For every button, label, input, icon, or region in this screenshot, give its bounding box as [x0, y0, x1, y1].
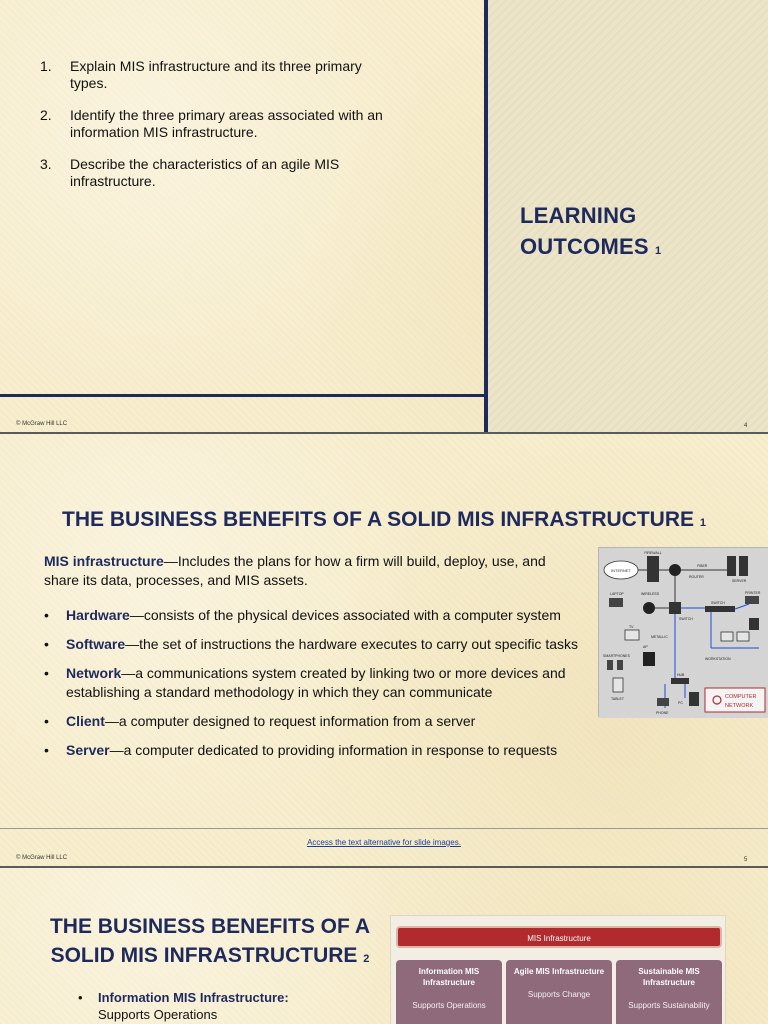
- diagram-box-information: [396, 960, 502, 1024]
- item-text: —the set of instructions the hardware executes to carry out specific tasks: [125, 636, 578, 652]
- diagram-box-agile: [506, 960, 612, 1024]
- hub-icon: [671, 678, 689, 684]
- server-icon: [727, 556, 736, 576]
- mis-infrastructure-diagram: [390, 915, 726, 1024]
- workstation-icon: [749, 618, 759, 630]
- text-alternative-link[interactable]: Access the text alternative for slide images.: [307, 838, 461, 847]
- footer-divider: [0, 828, 768, 829]
- box-title: Sustainable MIS Infrastructure: [638, 967, 700, 987]
- ap-label: AP: [643, 645, 648, 649]
- phone-icon: [657, 698, 669, 706]
- page-number: 4: [744, 423, 748, 429]
- title-subscript: 1: [655, 245, 662, 257]
- slide-business-benefits-2: [0, 868, 768, 1024]
- fiber-label: FIBER: [697, 564, 708, 568]
- switch-label: SWITCH: [711, 601, 725, 605]
- horizontal-divider: [0, 394, 486, 397]
- definition-paragraph: [44, 552, 584, 590]
- laptop-icon: [609, 598, 623, 607]
- outcome-text: Explain MIS infrastructure and its three primary types.: [70, 58, 362, 91]
- printer-label: PRINTER: [745, 591, 761, 595]
- laptop-label: LAPTOP: [610, 592, 624, 596]
- outcome-item: [40, 156, 390, 190]
- bullet-icon: •: [78, 990, 83, 1005]
- bullet-icon: •: [44, 665, 49, 681]
- smartphone-icon: [607, 660, 613, 670]
- item-term: Network: [66, 665, 122, 681]
- outcome-item: [40, 58, 390, 92]
- workstation-label: WORKSTATION: [705, 657, 731, 661]
- list-item: [44, 741, 604, 760]
- item-text: —a communications system created by linking two or more devices and establishing a standard methodology in which they can communicate: [66, 665, 566, 700]
- slide-business-benefits-1: [0, 434, 768, 866]
- wireless-label: WIRELESS: [641, 592, 660, 596]
- title-line-text: OUTCOMES: [520, 234, 649, 259]
- item-text: —a computer designed to request information from a server: [104, 713, 476, 729]
- title-line: [40, 941, 380, 974]
- title-text: THE BUSINESS BENEFITS OF A SOLID MIS INFRASTRUCTURE: [62, 508, 694, 531]
- tablet-icon: [613, 678, 623, 692]
- outcome-text: Identify the three primary areas associated with an information MIS infrastructure.: [70, 107, 383, 140]
- firewall-icon: [647, 556, 659, 582]
- copyright-footer: © McGraw Hill LLC: [16, 421, 68, 427]
- bullet-icon: •: [44, 636, 49, 652]
- workstation-icon: [737, 632, 749, 641]
- item-text: —consists of the physical devices associated with a computer system: [129, 607, 561, 623]
- slide-learning-outcomes: [0, 0, 768, 432]
- legend-label: COMPUTER: [725, 694, 757, 700]
- computer-network-diagram: [598, 547, 768, 717]
- item-term: Client: [66, 713, 105, 729]
- title-line: THE BUSINESS BENEFITS OF A: [49, 915, 371, 938]
- bullet-icon: •: [44, 713, 49, 729]
- definition-text: —Includes the plans for how a firm will build, deploy, use, and share its data, processes, and MIS assets.: [44, 553, 546, 588]
- copyright-footer: © McGraw Hill LLC: [16, 855, 68, 861]
- outcome-number: 2.: [40, 107, 52, 123]
- page-number: 5: [744, 857, 748, 863]
- hub-label: HUB: [677, 673, 685, 677]
- list-item: [44, 635, 604, 654]
- smartphones-label: SMARTPHONES: [603, 654, 630, 658]
- title-line-text: SOLID MIS INFRASTRUCTURE: [50, 944, 358, 967]
- wireless-router-icon: [643, 602, 655, 614]
- phone-label: PHONE: [656, 711, 669, 715]
- server-icon: [739, 556, 748, 576]
- diagram-box-sustainable: [616, 960, 722, 1024]
- pc-icon: [689, 692, 699, 706]
- tablet-label: TABLET: [611, 697, 624, 701]
- item-text: Supports Operations: [98, 1007, 218, 1022]
- title-line: LEARNING: [520, 203, 637, 228]
- pc-label: PC: [678, 701, 683, 705]
- outcome-item: [40, 107, 390, 141]
- definition-term: MIS infrastructure: [44, 553, 164, 569]
- bullet-icon: •: [44, 742, 49, 758]
- internet-label: INTERNET: [611, 568, 631, 573]
- diagram-header: MIS Infrastructure: [396, 926, 722, 948]
- slide-title: [520, 200, 661, 267]
- vertical-divider: [484, 0, 488, 432]
- slide-title: [0, 508, 768, 532]
- list-item: [44, 606, 604, 625]
- box-title: Information MIS Infrastructure: [418, 967, 480, 987]
- list-item: [44, 664, 604, 702]
- switch-label: SWITCH: [679, 617, 693, 621]
- outcome-number: 1.: [40, 58, 52, 74]
- outcome-text: Describe the characteristics of an agile MIS infrastructure.: [70, 156, 340, 189]
- box-desc: Supports Change: [527, 990, 591, 999]
- title-subscript: 2: [363, 953, 370, 965]
- item-term: Server: [66, 742, 110, 758]
- server-label: SERVER: [732, 579, 747, 583]
- tv-label: TV: [629, 625, 634, 629]
- box-desc: Supports Sustainability: [628, 1001, 710, 1010]
- component-list: [44, 606, 604, 770]
- router-icon: [669, 564, 681, 576]
- infrastructure-list: [78, 990, 378, 1022]
- router-label: ROUTER: [689, 575, 704, 579]
- switch-icon: [669, 602, 681, 614]
- workstation-icon: [721, 632, 733, 641]
- firewall-label: FIREWALL: [644, 551, 662, 555]
- box-title: Agile MIS Infrastructure: [513, 967, 605, 976]
- metallic-label: METALLIC: [651, 635, 668, 639]
- smartphone-icon: [617, 660, 623, 670]
- list-item: [44, 712, 604, 731]
- list-item: [78, 990, 378, 1022]
- slide-title: [40, 912, 380, 974]
- item-term: Software: [66, 636, 126, 652]
- tv-icon: [625, 630, 639, 640]
- printer-icon: [745, 596, 759, 604]
- item-term: Hardware: [66, 607, 130, 623]
- outcome-number: 3.: [40, 156, 52, 172]
- legend-label: NETWORK: [725, 703, 754, 709]
- network-diagram-svg: [599, 548, 768, 718]
- bullet-icon: •: [44, 607, 49, 623]
- item-term: Information MIS Infrastructure:: [98, 990, 289, 1005]
- title-subscript: 1: [699, 517, 706, 529]
- outcomes-list: [40, 58, 390, 205]
- switch-icon: [705, 606, 735, 612]
- item-text: —a computer dedicated to providing information in response to requests: [109, 742, 558, 758]
- title-line: [520, 231, 661, 267]
- access-point-icon: [643, 652, 655, 666]
- box-desc: Supports Operations: [412, 1001, 486, 1010]
